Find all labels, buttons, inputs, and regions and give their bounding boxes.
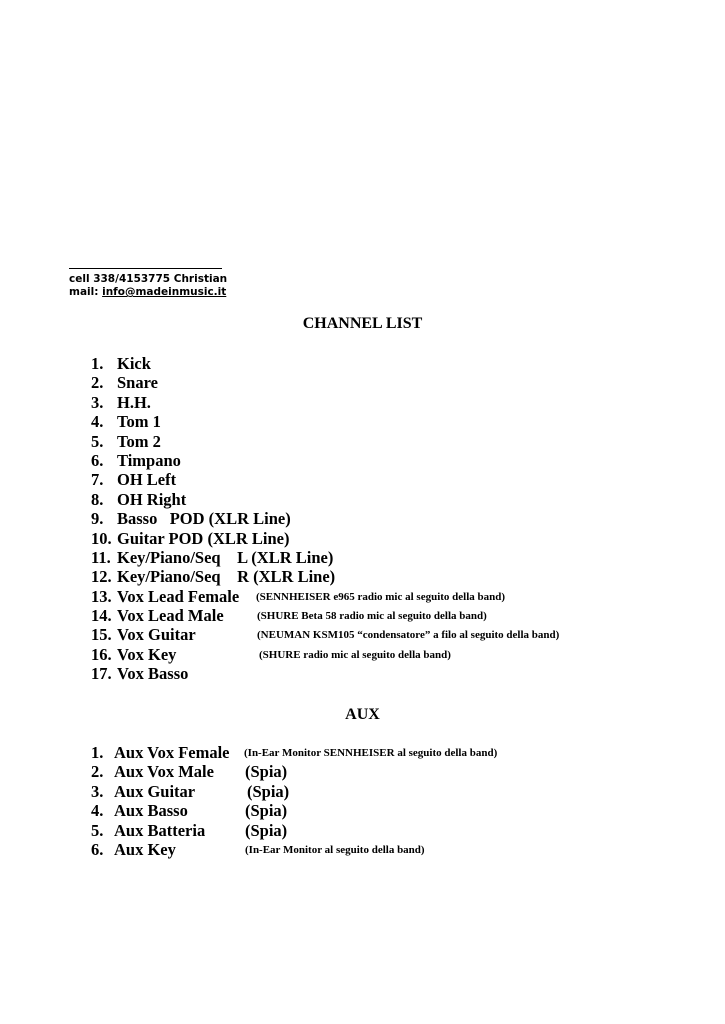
aux-number: 5.	[91, 820, 104, 840]
channel-number: 13.	[91, 586, 112, 606]
channel-number: 6.	[91, 450, 104, 470]
aux-name: Aux Vox Male	[114, 762, 214, 782]
aux-number: 4.	[91, 801, 104, 821]
channel-number: 17.	[91, 664, 112, 684]
channel-name: Vox Guitar	[117, 625, 196, 645]
channel-list-title: CHANNEL LIST	[302, 315, 423, 332]
channel-note: (SHURE Beta 58 radio mic al seguito della band)	[257, 610, 487, 623]
aux-item	[91, 781, 290, 801]
channel-name: Vox Lead Female	[117, 586, 240, 606]
aux-spia: (Spia)	[247, 781, 290, 801]
channel-name: Vox Basso	[117, 664, 189, 684]
channel-item	[91, 490, 335, 509]
channel-item	[91, 393, 335, 412]
contact-divider	[69, 268, 222, 269]
channel-item	[91, 664, 335, 683]
channel-number: 16.	[91, 644, 112, 664]
channel-name: OH Right	[117, 489, 187, 509]
aux-item	[91, 839, 425, 859]
aux-name: Aux Key	[114, 839, 176, 859]
channel-item	[91, 548, 335, 567]
channel-name: Timpano	[117, 450, 181, 470]
aux-spia: (Spia)	[245, 801, 288, 821]
channel-number: 8.	[91, 489, 104, 509]
aux-number: 6.	[91, 839, 104, 859]
channel-item	[91, 644, 451, 664]
channel-item	[91, 470, 335, 489]
channel-item	[91, 567, 335, 586]
aux-name: Aux Vox Female	[114, 743, 230, 762]
channel-number: 9.	[91, 509, 104, 529]
aux-number: 3.	[91, 781, 104, 801]
channel-note: (SHURE radio mic al seguito della band)	[259, 648, 451, 661]
channel-name: Vox Lead Male	[117, 606, 224, 626]
channel-note: (NEUMAN KSM105 “condensatore” a filo al seguito della band)	[257, 629, 560, 642]
channel-number: 10.	[91, 528, 112, 548]
channel-number: 11.	[91, 547, 111, 567]
aux-item	[91, 743, 498, 762]
channel-name: H.H.	[117, 392, 151, 412]
channel-item	[91, 412, 335, 431]
channel-number: 2.	[91, 373, 104, 393]
aux-item	[91, 762, 288, 782]
channel-name: Tom 1	[117, 412, 161, 432]
aux-number: 1.	[91, 743, 104, 762]
channel-item	[91, 606, 487, 626]
channel-item	[91, 432, 335, 451]
aux-spia: (Spia)	[245, 820, 288, 840]
channel-name: Basso POD (XLR Line)	[117, 509, 291, 529]
contact-block	[69, 268, 229, 299]
channel-list	[91, 354, 560, 684]
channel-item	[91, 586, 506, 606]
channel-note: (SENNHEISER e965 radio mic al seguito della band)	[256, 590, 506, 603]
channel-name: Key/Piano/Seq L (XLR Line)	[117, 547, 334, 567]
channel-name: Guitar POD (XLR Line)	[117, 528, 290, 548]
channel-number: 5.	[91, 431, 104, 451]
channel-name: Snare	[117, 373, 158, 393]
aux-name: Aux Guitar	[114, 781, 196, 801]
channel-name: OH Left	[117, 470, 177, 490]
aux-list-title: AUX	[345, 706, 380, 723]
channel-item	[91, 354, 335, 373]
contact-mail-label: mail:	[69, 286, 103, 298]
channel-name: Key/Piano/Seq R (XLR Line)	[117, 567, 336, 587]
aux-item	[91, 801, 288, 821]
contact-mail-link[interactable]: info@madeinmusic.it	[102, 286, 227, 298]
channel-number: 1.	[91, 354, 104, 373]
aux-name: Aux Batteria	[114, 820, 206, 840]
channel-item	[91, 625, 560, 645]
channel-name: Kick	[117, 354, 151, 373]
channel-number: 12.	[91, 567, 112, 587]
aux-name: Aux Basso	[114, 801, 188, 821]
aux-list	[91, 743, 498, 859]
channel-item	[91, 529, 335, 548]
channel-name: Tom 2	[117, 431, 161, 451]
aux-number: 2.	[91, 762, 104, 782]
channel-number: 3.	[91, 392, 104, 412]
channel-item	[91, 451, 335, 470]
channel-number: 7.	[91, 470, 104, 490]
channel-number: 15.	[91, 625, 112, 645]
channel-item	[91, 509, 335, 528]
channel-item	[91, 373, 335, 392]
aux-note: (In-Ear Monitor al seguito della band)	[245, 843, 425, 856]
channel-number: 4.	[91, 412, 104, 432]
channel-name: Vox Key	[117, 644, 177, 664]
aux-spia: (Spia)	[245, 762, 288, 782]
channel-number: 14.	[91, 606, 112, 626]
contact-mail	[69, 286, 229, 299]
contact-phone: cell 338/4153775 Christian	[69, 273, 228, 285]
aux-note: (In-Ear Monitor SENNHEISER al seguito della band)	[244, 747, 498, 759]
aux-item	[91, 820, 288, 840]
